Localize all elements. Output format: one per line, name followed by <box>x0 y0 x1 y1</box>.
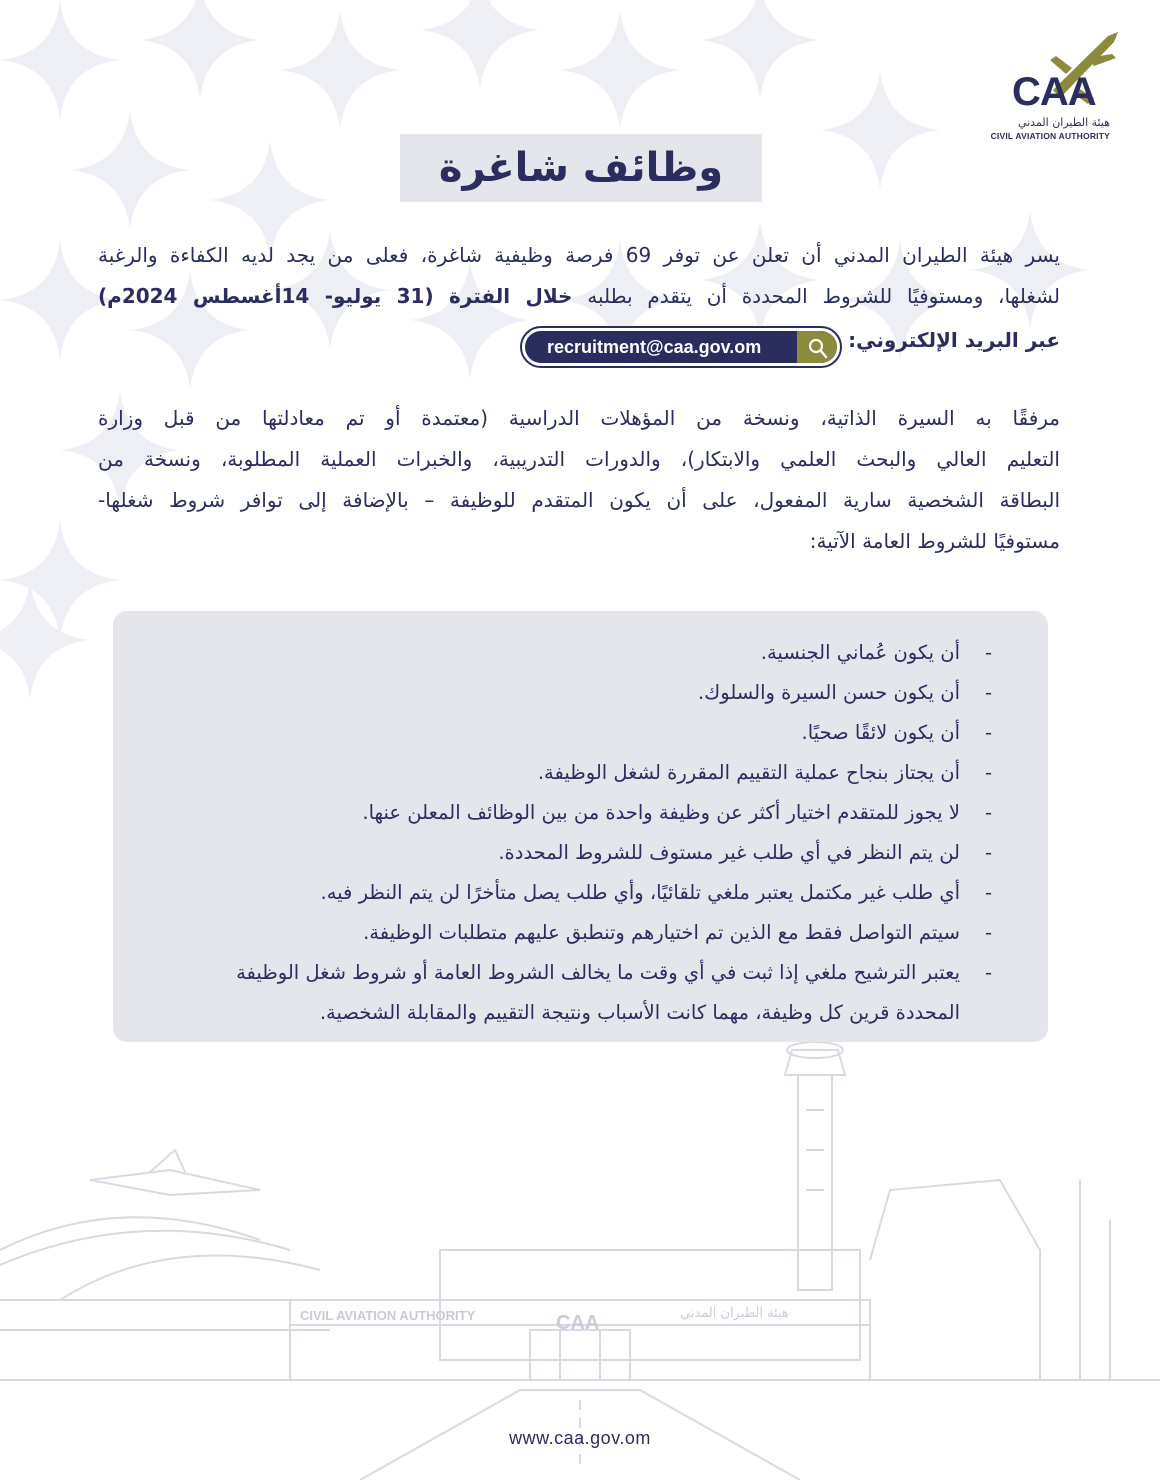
body-line: مستوفيًا للشروط العامة الآتية: <box>809 529 1060 553</box>
building-sign-english: CIVIL AVIATION AUTHORITY <box>300 1308 476 1323</box>
body-line: مرفقًا به السيرة الذاتية، ونسخة من المؤهلات الدراسية (معتمدة أو تم معادلتها من قبل وزارة <box>98 406 1060 430</box>
condition-item: - أن يجتاز بنجاح عملية التقييم المقررة لشغل الوظيفة. <box>113 753 1048 793</box>
intro-paragraph <box>98 235 1060 317</box>
condition-item: - يعتبر الترشيح ملغي إذا ثبت في أي وقت ما يخالف الشروط العامة أو شروط شغل الوظيفة المحددة قرين كل وظيفة، مهما كانت الأسباب ونتيجة التقييم والمقابلة الشخصية. <box>113 953 1048 1033</box>
logo-arabic-name: هيئة الطيران المدني <box>1017 116 1110 129</box>
condition-item: - أي طلب غير مكتمل يعتبر ملغي تلقائيًا، وأي طلب يصل متأخرًا لن يتم النظر فيه. <box>113 873 1048 913</box>
condition-item: - لن يتم النظر في أي طلب غير مستوف للشروط المحددة. <box>113 833 1048 873</box>
footer-website[interactable]: www.caa.gov.om <box>509 1428 651 1448</box>
intro-line-2 <box>98 276 1060 317</box>
title-banner <box>400 134 762 202</box>
search-button[interactable] <box>797 331 837 363</box>
logo-english-name: CIVIL AVIATION AUTHORITY <box>990 131 1110 141</box>
condition-item: - أن يكون لائقًا صحيًا. <box>113 713 1048 753</box>
conditions-panel <box>113 611 1048 1042</box>
condition-item: - أن يكون عُماني الجنسية. <box>113 633 1048 673</box>
email-pill-inner <box>525 331 837 363</box>
email-address[interactable]: recruitment@caa.gov.om <box>547 337 762 357</box>
condition-item: - سيتم التواصل فقط مع الذين تم اختيارهم وتنطبق عليهم متطلبات الوظيفة. <box>113 913 1048 953</box>
application-period: خلال الفترة (31 يوليو- 14أغسطس 2024م) <box>98 284 573 308</box>
email-address-box[interactable] <box>520 326 842 368</box>
intro-line-2-text: لشغلها، ومستوفيًا للشروط المحددة أن يتقدم بطلبه <box>572 284 1060 308</box>
logo-wordmark: CAA <box>1012 70 1096 114</box>
body-line: التعليم العالي والبحث العلمي والابتكار)، والدورات التدريبية، والخبرات العملية المطلوبة، ونسخة من <box>98 447 1060 471</box>
page-title: وظائف شاغرة <box>438 145 724 191</box>
building-sign-logo: CAA <box>556 1312 600 1334</box>
search-icon <box>808 338 828 360</box>
caa-logo <box>990 28 1110 143</box>
condition-item: - لا يجوز للمتقدم اختيار أكثر عن وظيفة واحدة من بين الوظائف المعلن عنها. <box>113 793 1048 833</box>
email-line <box>98 322 1060 372</box>
building-sign-arabic: هيئة الطيران المدني <box>680 1306 789 1321</box>
email-label: عبر البريد الإلكتروني: <box>848 328 1060 352</box>
conditions-list <box>113 611 1048 1033</box>
body-line: البطاقة الشخصية سارية المفعول، على أن يكون المتقدم للوظيفة – بالإضافة إلى توافر شروط شغلها- <box>98 488 1060 512</box>
requirements-paragraph <box>98 398 1060 562</box>
intro-line-1: يسر هيئة الطيران المدني أن تعلن عن توفر 69 فرصة وظيفية شاغرة، فعلى من يجد لديه الكفاءة والرغبة <box>98 243 1060 267</box>
condition-item: - أن يكون حسن السيرة والسلوك. <box>113 673 1048 713</box>
